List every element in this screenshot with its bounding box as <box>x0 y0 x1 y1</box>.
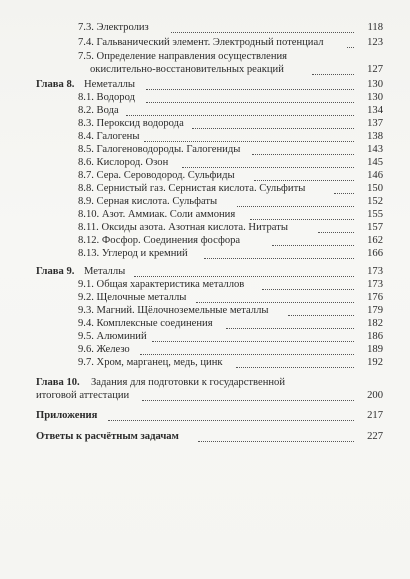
toc-entry-title: 7.3. Электролиз <box>78 22 149 33</box>
toc-entry-page: 150 <box>367 183 383 194</box>
toc-entry-page: 162 <box>367 235 383 246</box>
toc-entry-title: 8.6. Кислород. Озон <box>78 157 169 168</box>
toc-entry-page: 130 <box>367 92 383 103</box>
dot-leader <box>152 341 354 342</box>
dot-leader <box>236 367 354 368</box>
chapter-page: 200 <box>367 390 383 401</box>
chapter-title-cont: итоговой аттестации <box>36 390 130 401</box>
dot-leader <box>272 245 354 246</box>
answers-page: 227 <box>367 431 383 442</box>
toc-entry-page: 152 <box>367 196 383 207</box>
toc-entry-title: 9.2. Щелочные металлы <box>78 292 187 303</box>
toc-entry-title: 8.8. Сернистый газ. Сернистая кислота. Сульфиты <box>78 183 306 194</box>
toc-entry-title: 9.4. Комплексные соединения <box>78 318 213 329</box>
dot-leader <box>126 115 354 116</box>
toc-entry-page: 118 <box>367 22 383 33</box>
toc-entry-page: 137 <box>367 118 383 129</box>
chapter-label: Глава 8. <box>36 79 75 90</box>
toc-entry-title: 9.1. Общая характеристика металлов <box>78 279 245 290</box>
toc-entry-title: 8.7. Сера. Сероводород. Сульфиды <box>78 170 235 181</box>
dot-leader <box>108 420 354 421</box>
dot-leader <box>134 276 354 277</box>
appendix-title: Приложения <box>36 410 98 421</box>
chapter-title: Металлы <box>84 266 126 277</box>
chapter-page: 173 <box>367 266 383 277</box>
toc-entry-title: 8.13. Углерод и кремний <box>78 248 188 259</box>
toc-entry-page: 123 <box>367 37 383 48</box>
toc-entry-page: 134 <box>367 105 383 116</box>
dot-leader <box>237 206 354 207</box>
dot-leader <box>192 128 354 129</box>
chapter-title: Задания для подготовки к государственной <box>91 377 285 388</box>
toc-entry-title: 9.5. Алюминий <box>78 331 147 342</box>
dot-leader <box>146 102 354 103</box>
dot-leader <box>252 154 354 155</box>
toc-entry-page: 166 <box>367 248 383 259</box>
toc-entry-title: 8.4. Галогены <box>78 131 140 142</box>
toc-entry-page: 186 <box>367 331 383 342</box>
toc-entry-title: 7.4. Гальванический элемент. Электродный потенциал <box>78 37 324 48</box>
dot-leader <box>312 74 354 75</box>
toc-entry-title: 9.7. Хром, марганец, медь, цинк <box>78 357 223 368</box>
dot-leader <box>250 219 354 220</box>
dot-leader <box>140 354 354 355</box>
dot-leader <box>196 302 354 303</box>
toc-entry-title: 8.10. Азот. Аммиак. Соли аммония <box>78 209 236 220</box>
toc-entry-page: 157 <box>367 222 383 233</box>
toc-entry-title: 8.12. Фосфор. Соединения фосфора <box>78 235 241 246</box>
answers-title: Ответы к расчётным задачам <box>36 431 179 442</box>
toc-entry-page: 176 <box>367 292 383 303</box>
toc-entry-page: 173 <box>367 279 383 290</box>
dot-leader <box>254 180 354 181</box>
dot-leader <box>204 258 354 259</box>
toc-entry-page: 182 <box>367 318 383 329</box>
toc-entry-page: 192 <box>367 357 383 368</box>
appendix-page: 217 <box>367 410 383 421</box>
toc-entry-page: 179 <box>367 305 383 316</box>
dot-leader <box>146 89 354 90</box>
dot-leader <box>182 167 354 168</box>
toc-entry-title: 9.3. Магний. Щёлочноземельные металлы <box>78 305 269 316</box>
chapter-label: Глава 9. <box>36 266 75 277</box>
toc-entry-page: 189 <box>367 344 383 355</box>
toc-entry-title: 8.9. Серная кислота. Сульфаты <box>78 196 218 207</box>
toc-entry-title: 8.2. Вода <box>78 105 119 116</box>
toc-entry-page: 127 <box>367 64 383 75</box>
chapter-label: Глава 10. <box>36 377 80 388</box>
toc-entry-page: 145 <box>367 157 383 168</box>
dot-leader <box>288 315 354 316</box>
dot-leader <box>226 328 354 329</box>
dot-leader <box>144 141 354 142</box>
toc-entry-title: 8.1. Водород <box>78 92 135 103</box>
dot-leader <box>262 289 354 290</box>
toc-entry-page: 138 <box>367 131 383 142</box>
toc-entry-title: 8.5. Галогеноводороды. Галогениды <box>78 144 241 155</box>
toc-entry-page: 143 <box>367 144 383 155</box>
toc-entry-page: 155 <box>367 209 383 220</box>
toc-entry-title: 8.11. Оксиды азота. Азотная кислота. Нитраты <box>78 222 288 233</box>
toc-entry-title-cont: окислительно-восстановительных реакций <box>90 64 284 75</box>
toc-entry-page: 146 <box>367 170 383 181</box>
toc-entry-title: 8.3. Пероксид водорода <box>78 118 184 129</box>
toc-entry-title: 9.6. Железо <box>78 344 130 355</box>
toc-entry-title: 7.5. Определение направления осуществления <box>78 51 288 62</box>
dot-leader <box>171 32 354 33</box>
dot-leader <box>198 441 354 442</box>
chapter-page: 130 <box>367 79 383 90</box>
dot-leader <box>142 400 354 401</box>
chapter-title: Неметаллы <box>84 79 136 90</box>
